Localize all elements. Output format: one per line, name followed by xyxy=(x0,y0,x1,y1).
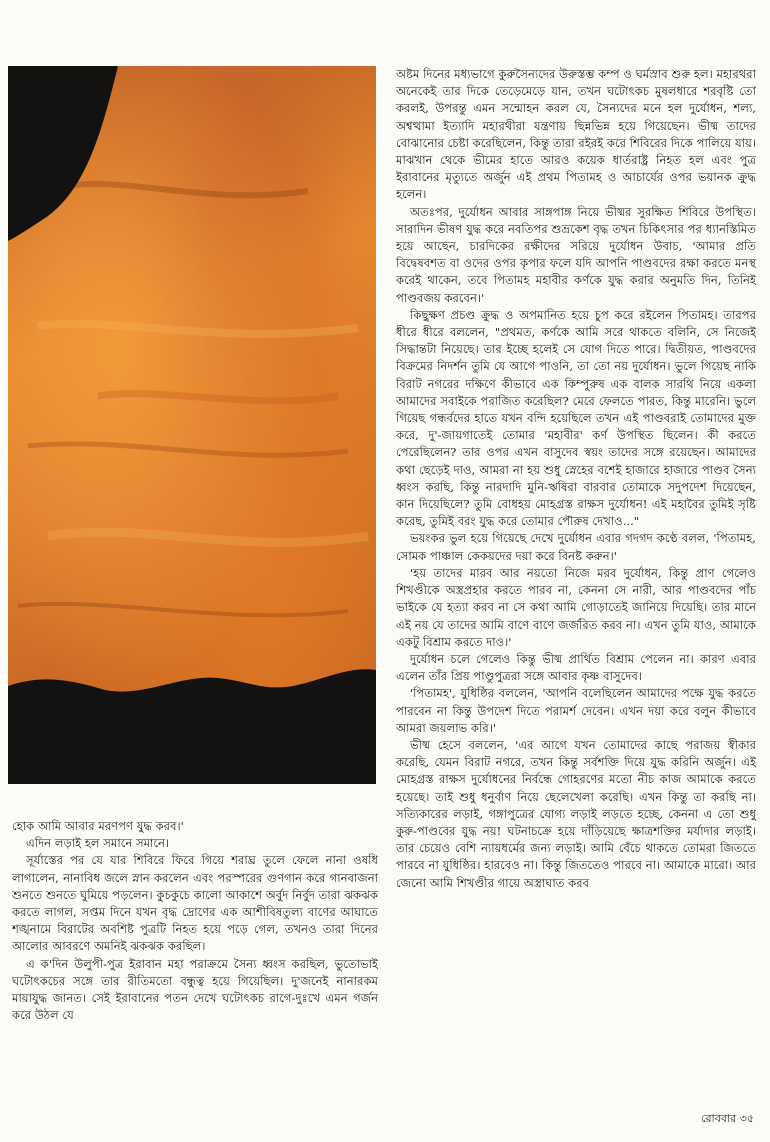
dark-hill-shape xyxy=(8,669,376,784)
painting-image xyxy=(8,66,376,784)
paragraph: ভয়ংকর ভুল হয়ে গিয়েছে দেখে দুর্যোধন এবার গদগদ কণ্ঠে বলল, 'পিতামহ, সোমক পাঞ্চাল কেকয়দের দয়া করে বিনষ্ট করুন।' xyxy=(396,531,756,563)
article-column-right xyxy=(396,66,756,892)
page-footer: রোববার ৩৫ xyxy=(701,1112,754,1125)
paragraph: অতঃপর, দুর্যোধন আবার সাঙ্গপাঙ্গ নিয়ে ভীষ্মর সুরক্ষিত শিবিরে উপস্থিত। সারাদিন ভীষণ যুদ্ধ করে নবতিপর শুভ্রকেশ বৃদ্ধ তখন চিকিৎসার পর ধ্যানস্তিমিত হয়ে আছেন, চারদিকের রক্ষীদের সরিয়ে দুর্যোধন উবাচ, 'আমার প্রতি বিদ্বেষবশত বা ওদের ওপর কৃপার ফলে যদি আপনি পাণ্ডবদের রক্ষা করতে মনস্থ করেই থাকেন, তবে পিতামহ মহাবীর কর্ণকে যুদ্ধ করার অনুমতি দিন, তিনিই পাণ্ডবজয় করবেন।' xyxy=(396,204,756,305)
paragraph: হোক আমি আবার মরণপণ যুদ্ধ করব।' xyxy=(12,819,184,833)
paragraph: সূর্যাস্তের পর যে যার শিবিরে ফিরে গিয়ে শরাঘ্র তুলে ফেলে নানা ওষধি লাগালেন, নানাবিধ জলে স্নান করলেন এবং পরস্পরের গুণগান করে গানবাজনা শুনতে শুনতে ঘুমিয়ে পড়লেন। কুচকুচে কালো আকাশে অর্বুদ নির্বুদ তারা ঝকঝক করতে লাগল, সপ্তম দিনে যখন বৃদ্ধ দ্রোণের এক আশীবিষতুল্য বাণের আঘাতে শঙ্খনামে বিরাটের অবশিষ্ট পুত্রটি নিহত হয়ে পড়ে গেল, তখনও তারা দিনের আলোর আবরণে অমনিই ঝকঝক করছিল। xyxy=(12,853,378,954)
paragraph: ভীষ্ম হেসে বললেন, 'এর আগে যখন তোমাদের কাছে পরাজয় স্বীকার করেছি, যেমন বিরাট নগরে, তখন কিন্তু সর্বশক্তি দিয়ে যুদ্ধ করিনি অর্জুন। এই মোহগ্রস্ত রাক্ষস দুর্যোধনের নির্বন্ধে গোহরণের মতো নীচ কাজ আমাকে করতে হয়েছে। তাই শুধু ধনুর্বাণ নিয়ে ছেলেখেলা করেছি। এখন কিন্তু তা করছি না। সত্যিকারের লড়াই, গঙ্গাপুত্রের যোগ্য লড়াই লড়তে হচ্ছে, কেননা এ তো শুধু কুরু-পাণ্ডবের যুদ্ধ নয়! ঘটনাচক্রে হয়ে দাঁড়িয়েছে ক্ষাত্রশক্তির মর্যাদার লড়াই। তার চেয়েও বেশি ন্যায়ধর্মের জন্য লড়াই। আমি বেঁচে থাকতে তোমরা জিততে পারবে না যুধিষ্ঠির। হারবেও না। কিন্তু জিততেও পারবে না। আমাকে মারো। আর জেনো আমি শিখণ্ডীর গায়ে অস্ত্রাঘাত করব xyxy=(396,737,756,890)
paragraph: কিছুক্ষণ প্রচণ্ড ক্রুদ্ধ ও অপমানিত হয়ে চুপ করে রইলেন পিতামহ। তারপর ধীরে ধীরে বললেন, "প্রথমত, কর্ণকে আমি সরে থাকতে বলিনি, সে নিজেই সিদ্ধান্তটা নিয়েছে। তার ইচ্ছে হলেই সে যোগ দিতে পারে। দ্বিতীয়ত, পাণ্ডবদের বিক্রমের নিদর্শন তুমি যে আগে পাওনি, তা তো নয় দুর্যোধন। ভুলে গিয়েছ নাকি বিরাট নগরের দক্ষিণে কীভাবে এক কিম্পুরুষ এক বালক সারথি নিয়ে একলা আমাদের সবাইকে পরাজিত করেছিল? মেরে ফেলতে পারত, কিন্তু মারেনি। ভুলে গিয়েছ গন্ধর্বদের হাতে যখন বন্দি হয়েছিলে তখন এই পাণ্ডবরাই তোমাদের মুক্ত করে, দু'-জায়গাতেই তোমার 'মহাবীর' কর্ণ উপস্থিত ছিলেন। কী করতে পেরেছিলেন? তার ওপর এখন বাসুদেব স্বয়ং তাদের সঙ্গে রয়েছেন। আমাদের কথা ছেড়েই দাও, আমরা না হয় শুধু স্নেহের বশেই হাজারে হাজারে পাণ্ডব সৈন্য ধ্বংস করছি, কিন্তু নারদাদি মুনি-ঋষিরা বারবার তোমাকে সদুপদেশ দিয়েছেন, কান দিয়েছিলে? তুমি বোধহয় মোহগ্রস্ত রাক্ষস দুর্যোধন! এই মহাবৈর তুমিই সৃষ্টি করেছ, তুমিই বরং যুদ্ধ করে তোমার পৌরুষ দেখাও..." xyxy=(396,307,757,529)
painting-svg xyxy=(8,66,376,784)
paragraph: অষ্টম দিনের মধ্যভাগে কুরুসৈন্যদের উরুস্তম্ভ কম্প ও ঘর্মস্রাব শুরু হল। মহারথরা অনেকেই তার দিকে তেড়েমেড়ে যান, তখন ঘটোৎকচ মুষলধারে শরবৃষ্টি তো করলই, উপরন্তু এমন সন্মোহন করল যে, সৈন্যদের মনে হল দুর্যোধন, শল্য, অশ্বত্থামা ইত্যাদি মহারথীরা যন্ত্রণায় ছিন্নভিন্ন হয়ে গিয়েছেন। ভীষ্ম তাদের বোঝানোর চেষ্টা করেছিলেন, কিন্তু তারা রইরই করে শিবিরের দিকে পালিয়ে যায়। মাঝখান থেকে ভীমের হাতে আরও কয়েক ধার্তরাষ্ট্র নিহত হল এবং পুত্র ইরাবানের মৃত্যুতে অর্জুন এই প্রথম পিতামহ ও আচার্যের ওপর ভয়ানক ক্রুদ্ধ হলেন। xyxy=(396,67,756,202)
paragraph: এদিন লড়াই হল সমানে সমানে। xyxy=(26,836,170,851)
dark-curve-shape xyxy=(8,66,118,241)
paint-texture xyxy=(18,184,368,615)
paragraph: 'হয় তাদের মারব আর নয়তো নিজে মরব দুর্যোধন, কিন্তু প্রাণ গেলেও শিখণ্ডীকে অস্ত্রপ্রহার করতে পারব না, কেননা সে নারী, আর পাণ্ডবদের পাঁচ ভাইকে যে হত্যা করব না সে কথা আমি গোড়াতেই জানিয়ে দিয়েছি। তার মানে এই নয় যে তাদের আমি বাণে বাণে জর্জরিত করব না। এখন তুমি যাও, আমাকে একটু বিশ্রাম করতে দাও।' xyxy=(396,565,756,649)
article-column-left xyxy=(12,818,378,1024)
paragraph: 'পিতামহ', যুধিষ্ঠির বললেন, 'আপনি বলেছিলেন আমাদের পক্ষে যুদ্ধ করতে পারবেন না কিন্তু উপদেশ দিতে পরামর্শ দেবেন। এখন দয়া করে বলুন কীভাবে আমরা জয়লাভ করি।' xyxy=(396,686,756,735)
paragraph: এ ক'দিন উলুপী-পুত্র ইরাবান মহা পরাক্রমে সৈন্য ধ্বংস করছিল, ভুতোভাই ঘটোৎকচের সঙ্গে তার রীতিমতো বন্ধুত্ব হয়ে গিয়েছিল। দু'জনেই নানারকম মায়াযুদ্ধ জানত। সেই ইরাবানের পতন দেখে ঘটোৎকচ রাগে-দুঃখে এমন গর্জন করে উঠল যে xyxy=(12,956,378,1023)
paragraph: দুর্যোধন চলে গেলেও কিন্তু ভীষ্ম প্রার্থিত বিশ্রাম পেলেন না। কারণ এবার এলেন তাঁর প্রিয় পাণ্ডুপুত্ররা সঙ্গে আবার কৃষ্ণ বাসুদেব। xyxy=(396,651,756,684)
